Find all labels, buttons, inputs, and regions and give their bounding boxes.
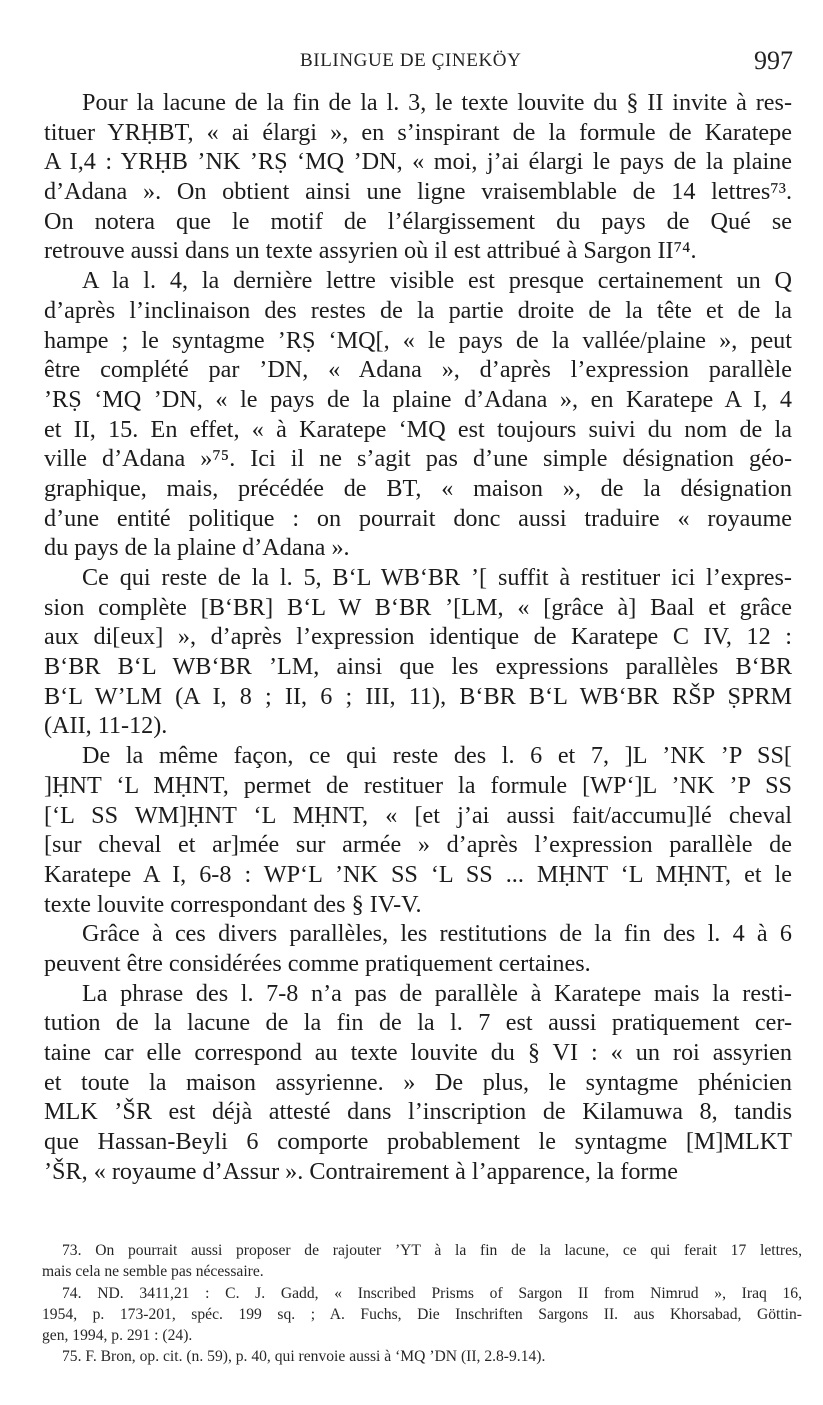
text-line: hampe ; le syntagme ’RṢ ‘MQ[, « le pays de la vallée/plaine », peut [44, 326, 792, 354]
footnote-line: 73. On pourrait aussi proposer de rajouter ’YT à la fin de la lacune, ce qui ferait 17 lettres, [62, 1242, 802, 1259]
body-text [44, 88, 792, 1186]
text-line: et toute la maison assyrienne. » De plus, le syntagme phénicien [44, 1068, 792, 1096]
text-line: MLK ’ŠR est déjà attesté dans l’inscription de Kilamuwa 8, tandis [44, 1098, 792, 1126]
text-line: d’Adana ». On obtient ainsi une ligne vraisemblable de 14 lettres⁷³. [44, 178, 792, 206]
footnote-73 [42, 1240, 802, 1283]
footnote-75 [42, 1346, 802, 1367]
text-line: graphique, mais, précédée de BT, « maison », de la désignation [44, 474, 792, 502]
text-line: B‘BR B‘L WB‘BR ’LM, ainsi que les expressions parallèles B‘BR [44, 653, 792, 681]
text-line: [‘L SS WM]ḤNT ‘L MḤNT, « [et j’ai aussi fait/accumu]lé cheval [44, 801, 792, 829]
text-line: tituer YRḤBT, « ai élargi », en s’inspirant de la formule de Karatepe [44, 118, 792, 146]
text-line: et II, 15. En effet, « à Karatepe ‘MQ est toujours suivi du nom de la [44, 415, 792, 443]
page-number: 997 [754, 46, 793, 75]
text-line: B‘L W’LM (A I, 8 ; II, 6 ; III, 11), B‘BR B‘L WB‘BR RŠP ṢPRM [44, 682, 792, 710]
paragraph-1 [44, 88, 792, 266]
footnote-line: 75. F. Bron, op. cit. (n. 59), p. 40, qui renvoie aussi à ‘MQ ’DN (II, 2.8-9.14). [62, 1348, 546, 1366]
text-line: Pour la lacune de la fin de la l. 3, le texte louvite du § II invite à res- [82, 89, 792, 116]
text-line: tution de la lacune de la fin de la l. 7 est aussi pratiquement cer- [44, 1009, 792, 1037]
text-line: On notera que le motif de l’élargissement du pays de Qué se [44, 207, 792, 235]
text-line: sion complète [B‘BR] B‘L W B‘BR ’[LM, « [grâce à] Baal et grâce [44, 593, 792, 621]
text-line: ]ḤNT ‘L MḤNT, permet de restituer la formule [WP‘]L ’NK ’P SS [44, 771, 792, 799]
text-line: Grâce à ces divers parallèles, les restitutions de la fin des l. 4 à 6 [82, 920, 792, 948]
footnote-line: 1954, p. 173-201, spéc. 199 sq. ; A. Fuchs, Die Inschriften Sargons II. aus Khorsabad, Göttin- [42, 1305, 802, 1323]
text-line: Karatepe A I, 6-8 : WP‘L ’NK SS ‘L SS ... MḤNT ‘L MḤNT, et le [44, 860, 792, 888]
text-line: De la même façon, ce qui reste des l. 6 et 7, ]L ’NK ’P SS[ [82, 742, 792, 770]
footnote-line: 74. ND. 3411,21 : C. J. Gadd, « Inscribed Prisms of Sargon II from Nimrud », Iraq 16, [62, 1284, 802, 1302]
text-line: A la l. 4, la dernière lettre visible est presque certainement un Q [82, 267, 792, 295]
text-line: aux di[eux] », d’après l’expression identique de Karatepe C IV, 12 : [44, 623, 792, 651]
text-line: A I,4 : YRḤB ’NK ’RṢ ‘MQ ’DN, « moi, j’ai élargi le pays de la plaine [44, 148, 792, 176]
text-line: taine car elle correspond au texte louvite du § VI : « un roi assyrien [44, 1039, 792, 1066]
footnote-line: mais cela ne semble pas nécessaire. [42, 1263, 264, 1281]
paragraph-4 [44, 741, 792, 919]
text-line: (AII, 11-12). [44, 712, 168, 740]
text-line: ’ŠR, « royaume d’Assur ». Contrairement à l’apparence, la forme [44, 1157, 679, 1185]
text-line: La phrase des l. 7-8 n’a pas de parallèle à Karatepe mais la resti- [82, 979, 792, 1007]
text-line: Ce qui reste de la l. 5, B‘L WB‘BR ’[ suffit à restituer ici l’expres- [82, 564, 792, 591]
text-line: retrouve aussi dans un texte assyrien où il est attribué à Sargon II⁷⁴. [44, 237, 697, 265]
footnote-line: gen, 1994, p. 291 : (24). [42, 1327, 193, 1345]
text-line: ville d’Adana »⁷⁵. Ici il ne s’agit pas d’une simple désignation géo- [44, 445, 792, 473]
running-head: BILINGUE DE ÇINEKÖY [300, 50, 522, 71]
text-line: texte louvite correspondant des § IV-V. [44, 890, 422, 918]
paragraph-2 [44, 266, 792, 563]
text-line: être complété par ’DN, « Adana », d’après l’expression parallèle [44, 356, 792, 384]
text-line: que Hassan-Beyli 6 comporte probablement le syntagme [M]MLKT [44, 1128, 792, 1156]
text-line: d’après l’inclinaison des restes de la partie droite de la tête et de la [44, 296, 792, 324]
text-line: [sur cheval et ar]mée sur armée » d’après l’expression parallèle de [44, 831, 792, 859]
paragraph-5 [44, 919, 792, 978]
text-line: d’une entité politique : on pourrait donc aussi traduire « royaume [44, 504, 792, 532]
paragraph-6 [44, 979, 792, 1187]
text-line: peuvent être considérées comme pratiquement certaines. [44, 949, 591, 977]
paragraph-3 [44, 563, 792, 741]
footnotes [42, 1240, 802, 1368]
text-line: du pays de la plaine d’Adana ». [44, 534, 350, 562]
footnote-74 [42, 1283, 802, 1347]
text-line: ’RṢ ‘MQ ’DN, « le pays de la plaine d’Adana », en Karatepe A I, 4 [44, 385, 792, 413]
